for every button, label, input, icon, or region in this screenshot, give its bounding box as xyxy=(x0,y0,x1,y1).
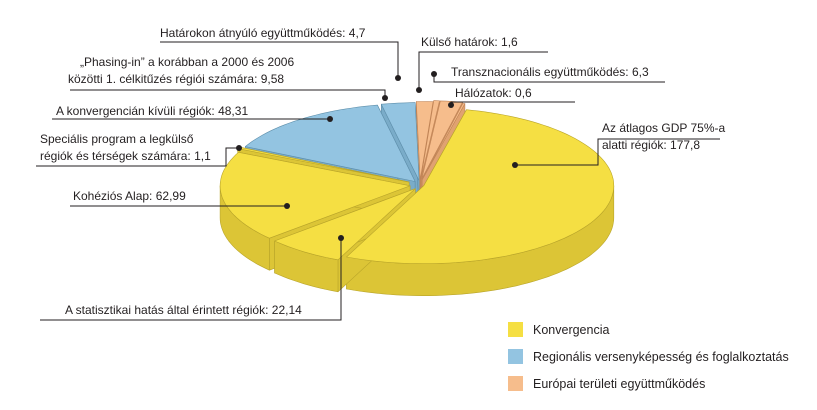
leader-dot xyxy=(448,102,454,108)
leader-dot xyxy=(338,235,344,241)
legend-label: Európai területi együttműködés xyxy=(533,377,706,391)
slice-label-hatarokon: Határokon átnyúló együttműködés: 4,7 xyxy=(160,26,366,40)
legend-label: Konvergencia xyxy=(533,323,610,337)
leader-line xyxy=(451,102,575,105)
leader-dot xyxy=(512,162,518,168)
slice-label-statisztikai-hatas: A statisztikai hatás által érintett régiók: 22,14 xyxy=(65,303,302,317)
slice-label-kulso-hatarok: Külső határok: 1,6 xyxy=(421,35,518,49)
label-line: alatti régiók: 177,8 xyxy=(602,138,701,152)
leader-dot xyxy=(395,75,401,81)
leader-dot xyxy=(284,203,290,209)
legend-label: Regionális versenyképesség és foglalkoztatás xyxy=(533,350,789,364)
slice-label-transznacionalis: Transznacionális együttműködés: 6,3 xyxy=(451,65,649,79)
label-line: Speciális program a legkülső xyxy=(40,132,194,146)
leader-dot xyxy=(327,116,333,122)
legend xyxy=(508,322,789,391)
pie-slices xyxy=(220,101,614,296)
slice-label-konvergencian-kivuli: A konvergencián kívüli régiók: 48,31 xyxy=(56,104,249,118)
slice-label-phasing-in xyxy=(68,55,298,86)
leader-line xyxy=(70,90,385,98)
label-line: régiók és térségek számára: 1,1 xyxy=(40,149,211,163)
slice-label-gdp-75 xyxy=(602,121,729,152)
label-line: Az átlagos GDP 75%-a xyxy=(602,121,726,135)
label-line: „Phasing-in” a korábban a 2000 és 2006 xyxy=(80,55,295,69)
slice-label-kohezios-alap: Kohéziós Alap: 62,99 xyxy=(73,189,186,203)
slice-label-specialis-program xyxy=(40,132,211,163)
label-line: közötti 1. célkitűzés régiói számára: 9,58 xyxy=(68,72,285,86)
leader-dot xyxy=(236,145,242,151)
leader-dot xyxy=(431,71,437,77)
slice-label-halozatok: Hálózatok: 0,6 xyxy=(455,86,532,100)
legend-swatch-europai xyxy=(508,376,523,391)
legend-swatch-regionalis xyxy=(508,349,523,364)
legend-swatch-konvergencia xyxy=(508,322,523,337)
leader-dot xyxy=(382,95,388,101)
leader-dot xyxy=(416,87,422,93)
